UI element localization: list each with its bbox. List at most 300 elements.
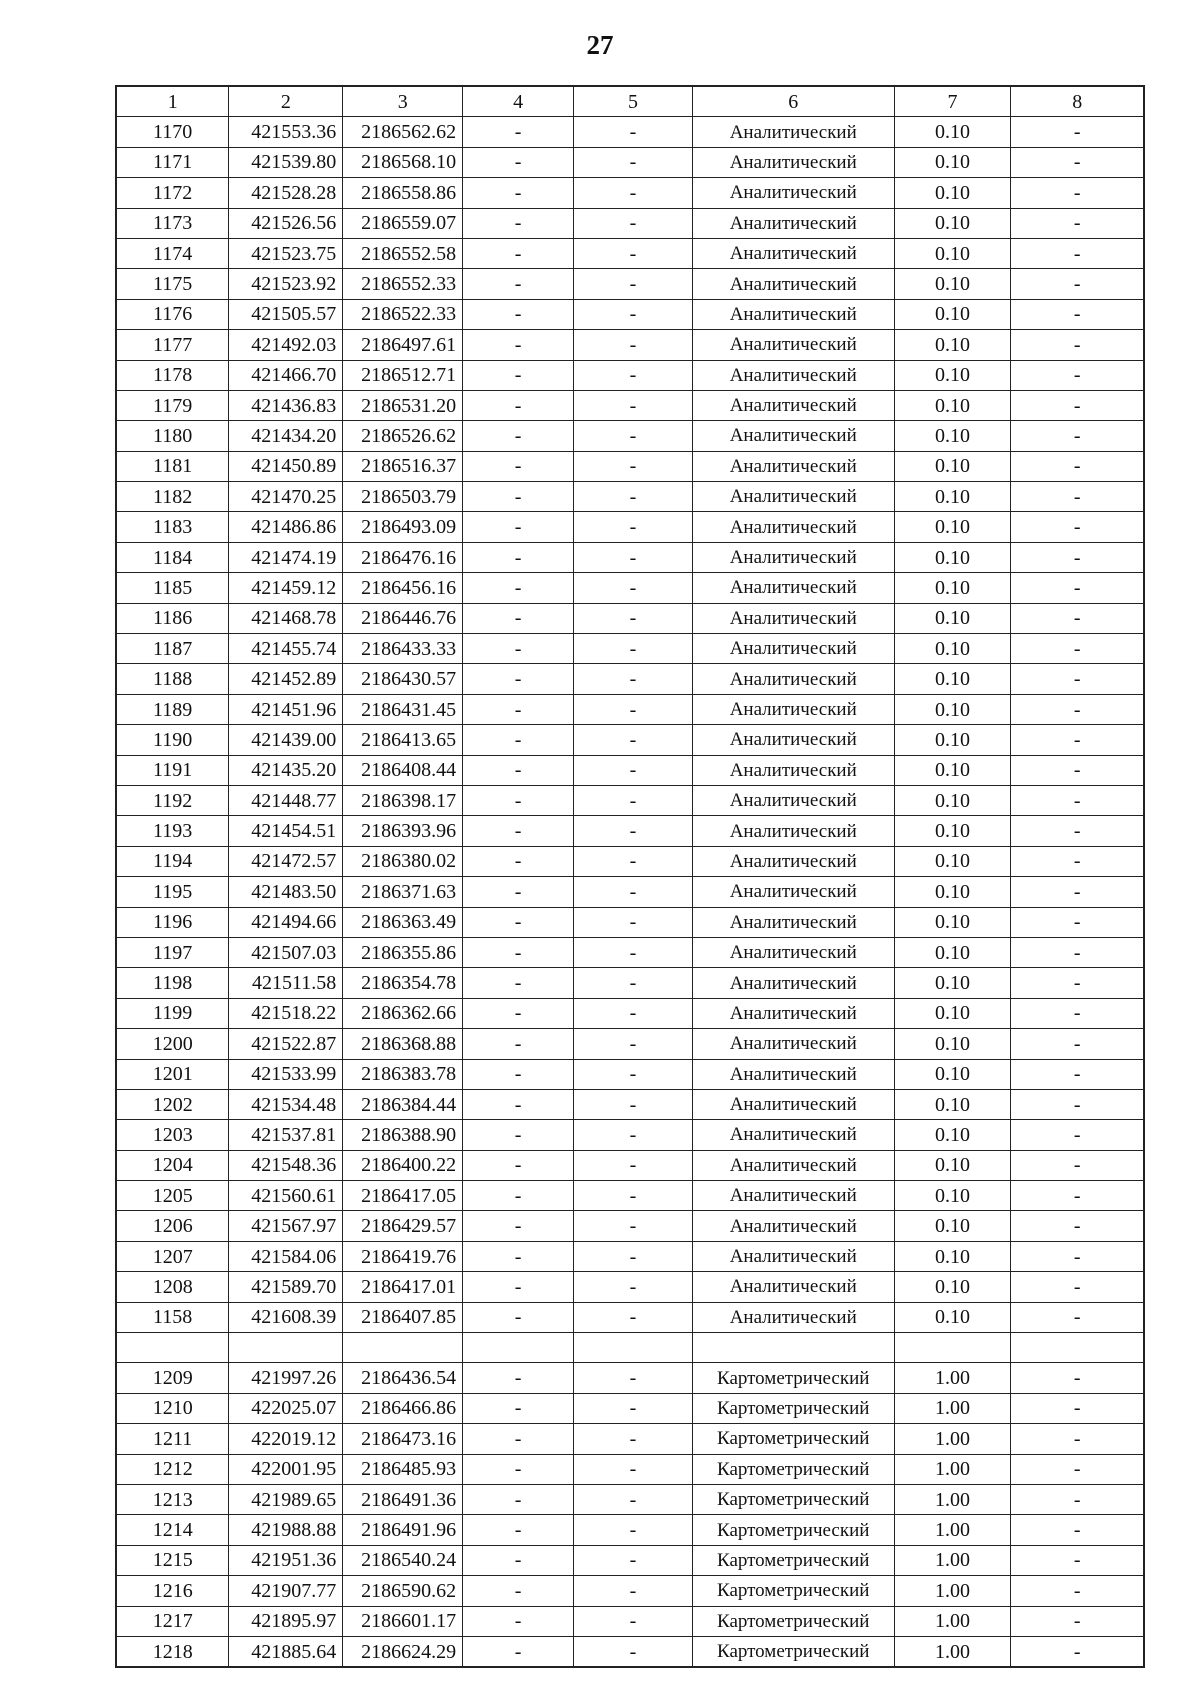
column-4-cell: - bbox=[463, 694, 574, 724]
point-number-cell: 1197 bbox=[116, 937, 229, 967]
method-cell: Аналитический bbox=[692, 238, 894, 268]
accuracy-cell: 0.10 bbox=[894, 512, 1011, 542]
y-coordinate-cell: 2186362.66 bbox=[343, 998, 463, 1028]
column-4-cell: - bbox=[463, 1241, 574, 1271]
table-row bbox=[116, 299, 1144, 329]
method-cell: Аналитический bbox=[692, 117, 894, 147]
column-4-cell: - bbox=[463, 512, 574, 542]
point-number-cell: 1217 bbox=[116, 1606, 229, 1636]
x-coordinate-cell: 421435.20 bbox=[229, 755, 343, 785]
column-4-cell: - bbox=[463, 755, 574, 785]
accuracy-cell: 0.10 bbox=[894, 1211, 1011, 1241]
method-cell: Аналитический bbox=[692, 907, 894, 937]
method-cell: Аналитический bbox=[692, 1150, 894, 1180]
y-coordinate-cell: 2186624.29 bbox=[343, 1636, 463, 1667]
x-coordinate-cell: 421589.70 bbox=[229, 1272, 343, 1302]
accuracy-cell: 0.10 bbox=[894, 968, 1011, 998]
y-coordinate-cell: 2186473.16 bbox=[343, 1424, 463, 1454]
method-cell: Картометрический bbox=[692, 1424, 894, 1454]
column-4-cell: - bbox=[463, 1454, 574, 1484]
method-cell: Аналитический bbox=[692, 694, 894, 724]
table-row bbox=[116, 451, 1144, 481]
y-coordinate-cell: 2186522.33 bbox=[343, 299, 463, 329]
column-header: 8 bbox=[1011, 86, 1144, 117]
column-8-cell: - bbox=[1011, 1241, 1144, 1271]
column-8-cell: - bbox=[1011, 238, 1144, 268]
point-number-cell: 1180 bbox=[116, 421, 229, 451]
accuracy-cell: 0.10 bbox=[894, 725, 1011, 755]
point-number-cell: 1172 bbox=[116, 178, 229, 208]
column-4-cell: - bbox=[463, 269, 574, 299]
column-4-cell: - bbox=[463, 877, 574, 907]
column-4-cell: - bbox=[463, 1515, 574, 1545]
table-row bbox=[116, 1272, 1144, 1302]
method-cell: Картометрический bbox=[692, 1363, 894, 1393]
column-8-cell: - bbox=[1011, 421, 1144, 451]
point-number-cell: 1202 bbox=[116, 1089, 229, 1119]
column-8-cell: - bbox=[1011, 1606, 1144, 1636]
y-coordinate-cell: 2186408.44 bbox=[343, 755, 463, 785]
y-coordinate-cell: 2186476.16 bbox=[343, 542, 463, 572]
column-5-cell: - bbox=[574, 603, 693, 633]
x-coordinate-cell: 421434.20 bbox=[229, 421, 343, 451]
y-coordinate-cell: 2186384.44 bbox=[343, 1089, 463, 1119]
column-4-cell: - bbox=[463, 1029, 574, 1059]
x-coordinate-cell: 421997.26 bbox=[229, 1363, 343, 1393]
point-number-cell: 1208 bbox=[116, 1272, 229, 1302]
accuracy-cell: 0.10 bbox=[894, 299, 1011, 329]
table-row bbox=[116, 1089, 1144, 1119]
x-coordinate-cell: 421448.77 bbox=[229, 785, 343, 815]
method-cell: Картометрический bbox=[692, 1606, 894, 1636]
column-5-cell: - bbox=[574, 998, 693, 1028]
column-4-cell: - bbox=[463, 1059, 574, 1089]
y-coordinate-cell: 2186497.61 bbox=[343, 330, 463, 360]
table-row bbox=[116, 1515, 1144, 1545]
table-row bbox=[116, 1059, 1144, 1089]
y-coordinate-cell: 2186388.90 bbox=[343, 1120, 463, 1150]
point-number-cell: 1183 bbox=[116, 512, 229, 542]
column-5-cell: - bbox=[574, 694, 693, 724]
column-5-cell: - bbox=[574, 269, 693, 299]
table-row bbox=[116, 269, 1144, 299]
column-8-cell: - bbox=[1011, 1211, 1144, 1241]
x-coordinate-cell: 421567.97 bbox=[229, 1211, 343, 1241]
column-4-cell: - bbox=[463, 482, 574, 512]
column-5-cell: - bbox=[574, 1606, 693, 1636]
column-4-cell: - bbox=[463, 178, 574, 208]
x-coordinate-cell: 421523.92 bbox=[229, 269, 343, 299]
x-coordinate-cell: 421553.36 bbox=[229, 117, 343, 147]
point-number-cell: 1216 bbox=[116, 1576, 229, 1606]
column-5-cell: - bbox=[574, 178, 693, 208]
column-4-cell: - bbox=[463, 1120, 574, 1150]
column-8-cell: - bbox=[1011, 907, 1144, 937]
table-row bbox=[116, 573, 1144, 603]
accuracy-cell: 0.10 bbox=[894, 451, 1011, 481]
point-number-cell: 1185 bbox=[116, 573, 229, 603]
point-number-cell: 1174 bbox=[116, 238, 229, 268]
method-cell: Картометрический bbox=[692, 1484, 894, 1514]
method-cell: Аналитический bbox=[692, 998, 894, 1028]
column-header: 7 bbox=[894, 86, 1011, 117]
accuracy-cell: 0.10 bbox=[894, 482, 1011, 512]
accuracy-cell: 1.00 bbox=[894, 1576, 1011, 1606]
column-8-cell: - bbox=[1011, 1302, 1144, 1332]
accuracy-cell: 0.10 bbox=[894, 1150, 1011, 1180]
accuracy-cell: 0.10 bbox=[894, 1120, 1011, 1150]
column-5-cell: - bbox=[574, 664, 693, 694]
x-coordinate-cell: 421539.80 bbox=[229, 147, 343, 177]
point-number-cell: 1198 bbox=[116, 968, 229, 998]
y-coordinate-cell: 2186503.79 bbox=[343, 482, 463, 512]
column-4-cell: - bbox=[463, 1150, 574, 1180]
x-coordinate-cell: 421483.50 bbox=[229, 877, 343, 907]
column-4-cell: - bbox=[463, 603, 574, 633]
point-number-cell: 1189 bbox=[116, 694, 229, 724]
y-coordinate-cell: 2186354.78 bbox=[343, 968, 463, 998]
column-8-cell: - bbox=[1011, 208, 1144, 238]
table-row bbox=[116, 634, 1144, 664]
column-5-cell: - bbox=[574, 1089, 693, 1119]
column-5-cell: - bbox=[574, 725, 693, 755]
accuracy-cell: 0.10 bbox=[894, 542, 1011, 572]
column-5-cell: - bbox=[574, 755, 693, 785]
column-8-cell: - bbox=[1011, 299, 1144, 329]
accuracy-cell: 1.00 bbox=[894, 1363, 1011, 1393]
point-number-cell: 1203 bbox=[116, 1120, 229, 1150]
y-coordinate-cell: 2186590.62 bbox=[343, 1576, 463, 1606]
point-number-cell: 1218 bbox=[116, 1636, 229, 1667]
x-coordinate-cell: 421451.96 bbox=[229, 694, 343, 724]
column-4-cell: - bbox=[463, 1181, 574, 1211]
y-coordinate-cell bbox=[343, 1333, 463, 1363]
table-row bbox=[116, 482, 1144, 512]
column-8-cell: - bbox=[1011, 998, 1144, 1028]
column-4-cell: - bbox=[463, 1424, 574, 1454]
column-5-cell: - bbox=[574, 330, 693, 360]
column-4-cell: - bbox=[463, 1302, 574, 1332]
x-coordinate-cell: 421528.28 bbox=[229, 178, 343, 208]
column-4-cell: - bbox=[463, 664, 574, 694]
table-row bbox=[116, 816, 1144, 846]
accuracy-cell: 0.10 bbox=[894, 755, 1011, 785]
y-coordinate-cell: 2186568.10 bbox=[343, 147, 463, 177]
method-cell: Аналитический bbox=[692, 299, 894, 329]
column-8-cell: - bbox=[1011, 937, 1144, 967]
y-coordinate-cell: 2186493.09 bbox=[343, 512, 463, 542]
method-cell: Картометрический bbox=[692, 1515, 894, 1545]
table-row bbox=[116, 785, 1144, 815]
point-number-cell: 1175 bbox=[116, 269, 229, 299]
method-cell: Аналитический bbox=[692, 269, 894, 299]
x-coordinate-cell: 421468.78 bbox=[229, 603, 343, 633]
column-5-cell: - bbox=[574, 238, 693, 268]
point-number-cell: 1186 bbox=[116, 603, 229, 633]
accuracy-cell: 0.10 bbox=[894, 664, 1011, 694]
point-number-cell: 1181 bbox=[116, 451, 229, 481]
y-coordinate-cell: 2186398.17 bbox=[343, 785, 463, 815]
column-header: 6 bbox=[692, 86, 894, 117]
method-cell: Аналитический bbox=[692, 451, 894, 481]
column-8-cell: - bbox=[1011, 330, 1144, 360]
y-coordinate-cell: 2186368.88 bbox=[343, 1029, 463, 1059]
column-5-cell: - bbox=[574, 360, 693, 390]
x-coordinate-cell: 421907.77 bbox=[229, 1576, 343, 1606]
column-5-cell: - bbox=[574, 785, 693, 815]
column-8-cell: - bbox=[1011, 1363, 1144, 1393]
column-4-cell: - bbox=[463, 330, 574, 360]
method-cell: Аналитический bbox=[692, 1241, 894, 1271]
table-row bbox=[116, 664, 1144, 694]
x-coordinate-cell: 421452.89 bbox=[229, 664, 343, 694]
column-8-cell: - bbox=[1011, 1576, 1144, 1606]
method-cell: Аналитический bbox=[692, 603, 894, 633]
column-4-cell: - bbox=[463, 1363, 574, 1393]
accuracy-cell: 0.10 bbox=[894, 1241, 1011, 1271]
column-5-cell: - bbox=[574, 390, 693, 420]
column-4-cell: - bbox=[463, 816, 574, 846]
column-8-cell: - bbox=[1011, 1181, 1144, 1211]
x-coordinate-cell: 421537.81 bbox=[229, 1120, 343, 1150]
point-number-cell: 1171 bbox=[116, 147, 229, 177]
x-coordinate-cell: 421526.56 bbox=[229, 208, 343, 238]
table-row bbox=[116, 998, 1144, 1028]
x-coordinate-cell: 422025.07 bbox=[229, 1393, 343, 1423]
column-5-cell: - bbox=[574, 1302, 693, 1332]
y-coordinate-cell: 2186491.96 bbox=[343, 1515, 463, 1545]
method-cell: Аналитический bbox=[692, 816, 894, 846]
column-8-cell: - bbox=[1011, 269, 1144, 299]
point-number-cell: 1207 bbox=[116, 1241, 229, 1271]
column-4-cell: - bbox=[463, 1606, 574, 1636]
column-8-cell: - bbox=[1011, 512, 1144, 542]
accuracy-cell: 0.10 bbox=[894, 816, 1011, 846]
table-row bbox=[116, 117, 1144, 147]
column-5-cell: - bbox=[574, 1120, 693, 1150]
x-coordinate-cell: 421895.97 bbox=[229, 1606, 343, 1636]
accuracy-cell: 0.10 bbox=[894, 1181, 1011, 1211]
column-4-cell: - bbox=[463, 451, 574, 481]
method-cell: Картометрический bbox=[692, 1393, 894, 1423]
x-coordinate-cell: 421470.25 bbox=[229, 482, 343, 512]
column-8-cell: - bbox=[1011, 573, 1144, 603]
table-row bbox=[116, 846, 1144, 876]
column-4-cell: - bbox=[463, 421, 574, 451]
table-row bbox=[116, 968, 1144, 998]
method-cell: Аналитический bbox=[692, 573, 894, 603]
accuracy-cell: 0.10 bbox=[894, 907, 1011, 937]
accuracy-cell bbox=[894, 1333, 1011, 1363]
column-8-cell: - bbox=[1011, 1515, 1144, 1545]
point-number-cell: 1215 bbox=[116, 1545, 229, 1575]
x-coordinate-cell: 421511.58 bbox=[229, 968, 343, 998]
accuracy-cell: 0.10 bbox=[894, 390, 1011, 420]
point-number-cell: 1201 bbox=[116, 1059, 229, 1089]
accuracy-cell: 0.10 bbox=[894, 1029, 1011, 1059]
column-4-cell: - bbox=[463, 1545, 574, 1575]
point-number-cell: 1173 bbox=[116, 208, 229, 238]
y-coordinate-cell: 2186393.96 bbox=[343, 816, 463, 846]
point-number-cell: 1213 bbox=[116, 1484, 229, 1514]
column-5-cell: - bbox=[574, 482, 693, 512]
accuracy-cell: 0.10 bbox=[894, 603, 1011, 633]
table-row bbox=[116, 1302, 1144, 1332]
point-number-cell: 1176 bbox=[116, 299, 229, 329]
x-coordinate-cell: 421518.22 bbox=[229, 998, 343, 1028]
header-row bbox=[116, 86, 1144, 117]
table-body bbox=[116, 117, 1144, 1667]
x-coordinate-cell: 421454.51 bbox=[229, 816, 343, 846]
y-coordinate-cell: 2186413.65 bbox=[343, 725, 463, 755]
method-cell: Аналитический bbox=[692, 664, 894, 694]
accuracy-cell: 0.10 bbox=[894, 1089, 1011, 1119]
column-5-cell: - bbox=[574, 208, 693, 238]
y-coordinate-cell: 2186601.17 bbox=[343, 1606, 463, 1636]
accuracy-cell: 1.00 bbox=[894, 1484, 1011, 1514]
x-coordinate-cell: 421584.06 bbox=[229, 1241, 343, 1271]
table-row bbox=[116, 877, 1144, 907]
method-cell: Аналитический bbox=[692, 390, 894, 420]
method-cell: Картометрический bbox=[692, 1636, 894, 1667]
x-coordinate-cell: 421988.88 bbox=[229, 1515, 343, 1545]
point-number-cell: 1211 bbox=[116, 1424, 229, 1454]
table-row bbox=[116, 390, 1144, 420]
column-5-cell: - bbox=[574, 1181, 693, 1211]
column-4-cell: - bbox=[463, 299, 574, 329]
column-8-cell: - bbox=[1011, 694, 1144, 724]
table-row bbox=[116, 360, 1144, 390]
table-row bbox=[116, 208, 1144, 238]
x-coordinate-cell: 421507.03 bbox=[229, 937, 343, 967]
column-4-cell: - bbox=[463, 1484, 574, 1514]
column-8-cell: - bbox=[1011, 1089, 1144, 1119]
accuracy-cell: 0.10 bbox=[894, 998, 1011, 1028]
point-number-cell: 1210 bbox=[116, 1393, 229, 1423]
y-coordinate-cell: 2186456.16 bbox=[343, 573, 463, 603]
x-coordinate-cell: 421450.89 bbox=[229, 451, 343, 481]
method-cell: Аналитический bbox=[692, 1089, 894, 1119]
accuracy-cell: 0.10 bbox=[894, 785, 1011, 815]
method-cell: Аналитический bbox=[692, 208, 894, 238]
point-number-cell: 1214 bbox=[116, 1515, 229, 1545]
y-coordinate-cell: 2186400.22 bbox=[343, 1150, 463, 1180]
x-coordinate-cell: 421951.36 bbox=[229, 1545, 343, 1575]
column-8-cell: - bbox=[1011, 1120, 1144, 1150]
y-coordinate-cell: 2186383.78 bbox=[343, 1059, 463, 1089]
column-5-cell: - bbox=[574, 937, 693, 967]
method-cell: Аналитический bbox=[692, 482, 894, 512]
accuracy-cell: 0.10 bbox=[894, 937, 1011, 967]
table-row bbox=[116, 512, 1144, 542]
method-cell: Аналитический bbox=[692, 846, 894, 876]
method-cell: Аналитический bbox=[692, 1059, 894, 1089]
point-number-cell: 1212 bbox=[116, 1454, 229, 1484]
table-row bbox=[116, 1606, 1144, 1636]
column-5-cell: - bbox=[574, 1272, 693, 1302]
column-5-cell: - bbox=[574, 1211, 693, 1241]
column-header: 2 bbox=[229, 86, 343, 117]
column-5-cell: - bbox=[574, 1150, 693, 1180]
method-cell: Аналитический bbox=[692, 1029, 894, 1059]
column-8-cell: - bbox=[1011, 178, 1144, 208]
accuracy-cell: 1.00 bbox=[894, 1515, 1011, 1545]
table-row bbox=[116, 1211, 1144, 1241]
method-cell: Аналитический bbox=[692, 1211, 894, 1241]
accuracy-cell: 1.00 bbox=[894, 1393, 1011, 1423]
column-5-cell: - bbox=[574, 542, 693, 572]
x-coordinate-cell: 422019.12 bbox=[229, 1424, 343, 1454]
accuracy-cell: 0.10 bbox=[894, 269, 1011, 299]
accuracy-cell: 1.00 bbox=[894, 1636, 1011, 1667]
column-header: 4 bbox=[463, 86, 574, 117]
column-8-cell: - bbox=[1011, 603, 1144, 633]
point-number-cell: 1192 bbox=[116, 785, 229, 815]
y-coordinate-cell: 2186466.86 bbox=[343, 1393, 463, 1423]
column-5-cell: - bbox=[574, 1363, 693, 1393]
column-8-cell: - bbox=[1011, 725, 1144, 755]
y-coordinate-cell: 2186558.86 bbox=[343, 178, 463, 208]
x-coordinate-cell: 421459.12 bbox=[229, 573, 343, 603]
column-5-cell: - bbox=[574, 1484, 693, 1514]
method-cell: Аналитический bbox=[692, 937, 894, 967]
accuracy-cell: 1.00 bbox=[894, 1545, 1011, 1575]
y-coordinate-cell: 2186417.05 bbox=[343, 1181, 463, 1211]
column-4-cell: - bbox=[463, 725, 574, 755]
point-number-cell: 1199 bbox=[116, 998, 229, 1028]
column-5-cell: - bbox=[574, 1576, 693, 1606]
column-8-cell: - bbox=[1011, 451, 1144, 481]
column-8-cell: - bbox=[1011, 360, 1144, 390]
column-4-cell: - bbox=[463, 573, 574, 603]
column-5-cell: - bbox=[574, 512, 693, 542]
table-row bbox=[116, 1333, 1144, 1363]
method-cell: Аналитический bbox=[692, 421, 894, 451]
accuracy-cell: 0.10 bbox=[894, 877, 1011, 907]
y-coordinate-cell: 2186516.37 bbox=[343, 451, 463, 481]
method-cell: Аналитический bbox=[692, 512, 894, 542]
column-8-cell: - bbox=[1011, 846, 1144, 876]
accuracy-cell: 0.10 bbox=[894, 117, 1011, 147]
method-cell: Аналитический bbox=[692, 360, 894, 390]
column-4-cell: - bbox=[463, 1636, 574, 1667]
column-8-cell: - bbox=[1011, 755, 1144, 785]
method-cell: Картометрический bbox=[692, 1454, 894, 1484]
column-8-cell: - bbox=[1011, 1454, 1144, 1484]
column-4-cell: - bbox=[463, 634, 574, 664]
point-number-cell: 1194 bbox=[116, 846, 229, 876]
table-row bbox=[116, 1484, 1144, 1514]
column-5-cell: - bbox=[574, 1241, 693, 1271]
column-8-cell: - bbox=[1011, 968, 1144, 998]
column-5-cell: - bbox=[574, 968, 693, 998]
column-8-cell: - bbox=[1011, 117, 1144, 147]
method-cell: Картометрический bbox=[692, 1576, 894, 1606]
y-coordinate-cell: 2186419.76 bbox=[343, 1241, 463, 1271]
x-coordinate-cell: 421560.61 bbox=[229, 1181, 343, 1211]
column-8-cell: - bbox=[1011, 816, 1144, 846]
accuracy-cell: 0.10 bbox=[894, 238, 1011, 268]
table-row bbox=[116, 1545, 1144, 1575]
column-5-cell: - bbox=[574, 573, 693, 603]
accuracy-cell: 1.00 bbox=[894, 1424, 1011, 1454]
point-number-cell: 1184 bbox=[116, 542, 229, 572]
point-number-cell: 1193 bbox=[116, 816, 229, 846]
method-cell: Аналитический bbox=[692, 1302, 894, 1332]
point-number-cell: 1191 bbox=[116, 755, 229, 785]
accuracy-cell: 0.10 bbox=[894, 178, 1011, 208]
column-4-cell: - bbox=[463, 968, 574, 998]
